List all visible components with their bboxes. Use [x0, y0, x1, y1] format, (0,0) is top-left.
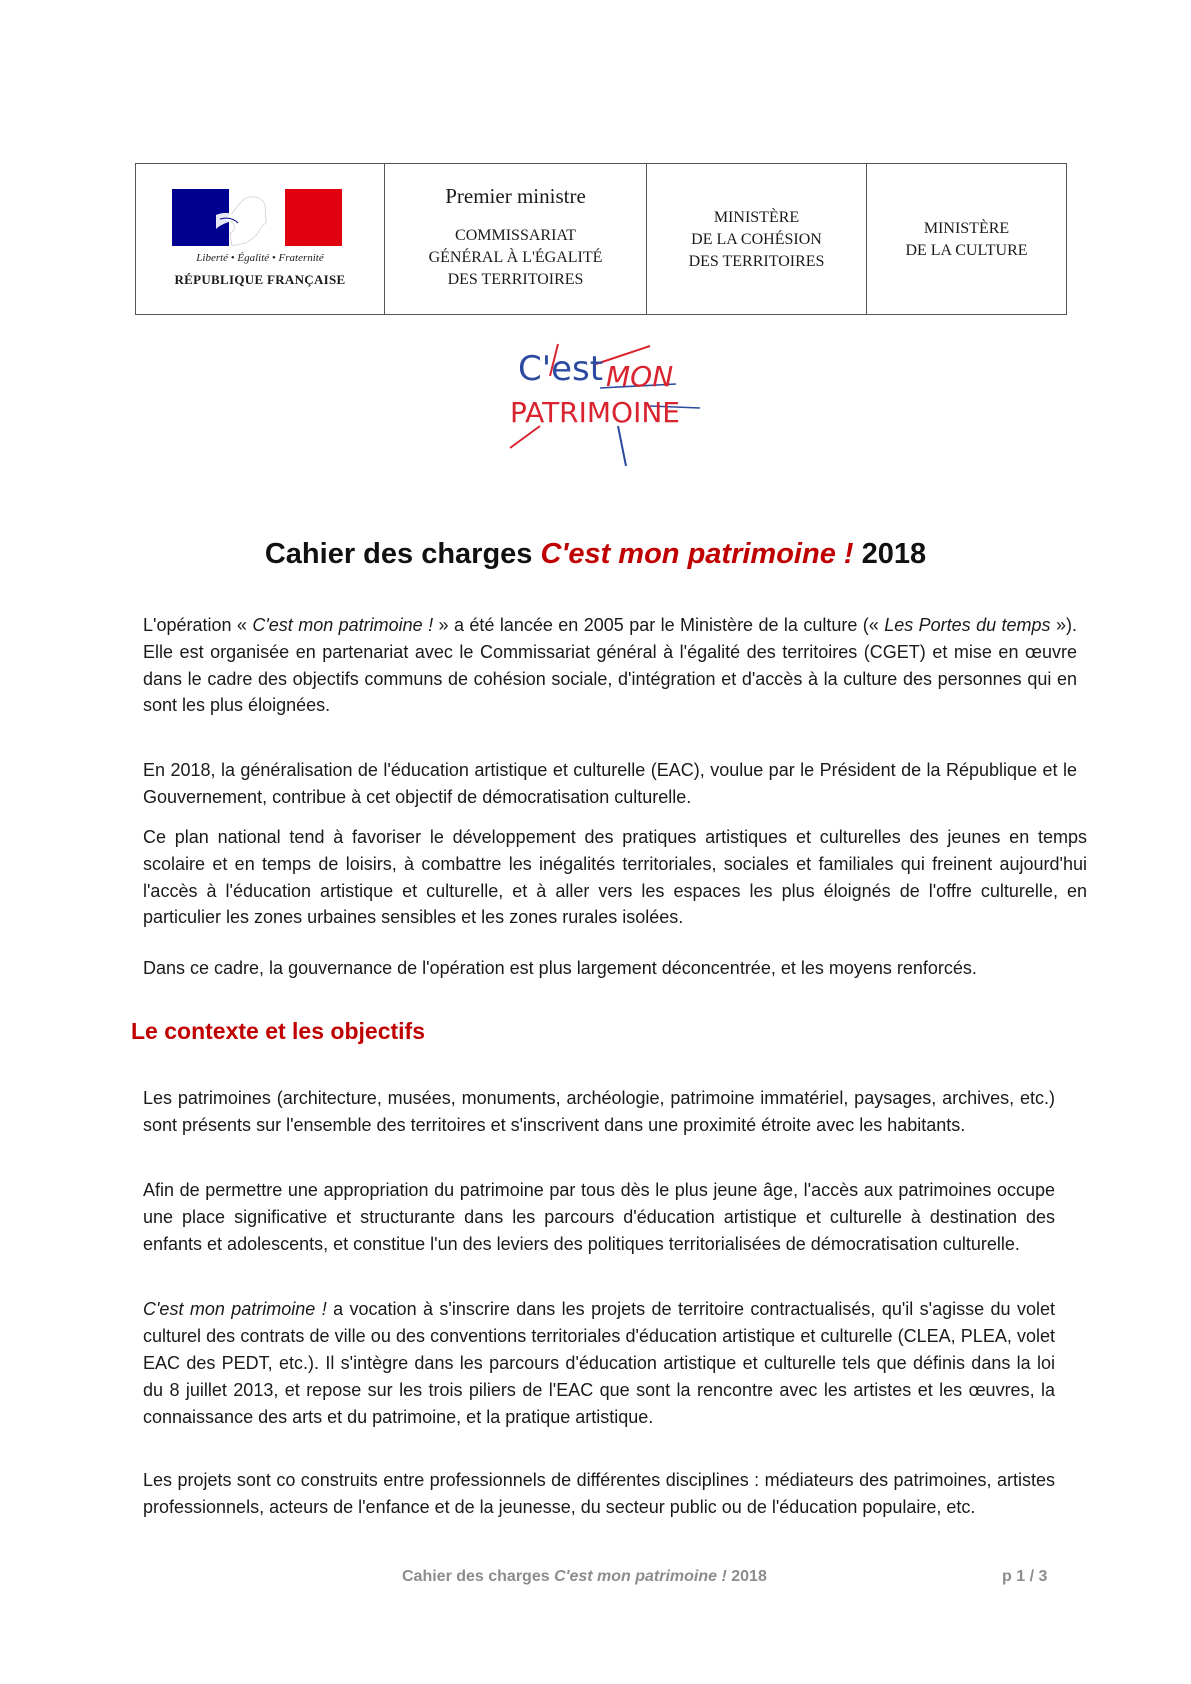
contexte-paragraph-1: Les patrimoines (architecture, musées, monuments, archéologie, patrimoine immatériel, paysages, archives, etc.) sont présents sur l'ensemble des territoires et s'inscrivent dans une proximité étroite avec les habitants. [143, 1088, 1055, 1135]
page-title: Cahier des charges C'est mon patrimoine ! 2018 [264, 538, 927, 570]
intro-paragraph-1: L'opération « C'est mon patrimoine ! » a été lancée en 2005 par le Ministère de la culture (« Les Portes du temps »). Elle est organisée en partenariat avec le Commissariat général à l'égalité des territoires (CGET) et mise en œuvre dans le cadre des objectifs communs de cohésion sociale, d'intégration et d'accès à la culture des personnes qui en sont les plus éloignées. [143, 615, 1077, 716]
section-heading-contexte: Le contexte et les objectifs [131, 1018, 425, 1044]
page-number: p 1 / 3 [1002, 1568, 1048, 1585]
header-logos-table [135, 163, 1067, 315]
republique-francaise-label: RÉPUBLIQUE FRANÇAISE [174, 272, 346, 287]
intro-paragraph-4: Dans ce cadre, la gouvernance de l'opération est plus largement déconcentrée, et les moyens renforcés. [143, 958, 977, 978]
contexte-paragraph-4: Les projets sont co construits entre professionnels de différentes disciplines : médiateurs des patrimoines, artistes professionnels, acteurs de l'enfance et de la jeunesse, du secteur public ou de l'éducation populaire, etc. [143, 1470, 1055, 1517]
logo-cest: C'est [518, 349, 604, 389]
logo-mon: MON [606, 360, 674, 393]
contexte-paragraph-2: Afin de permettre une appropriation du patrimoine par tous dès le plus jeune âge, l'accès aux patrimoines occupe une place significative et structurante dans les parcours d'éducation artistique et culturelle à destination des enfants et adolescents, et constitue l'un des leviers des politiques territorialisées de démocratisation culturelle. [143, 1180, 1055, 1254]
premier-ministre-block [385, 164, 647, 314]
cget-label: COMMISSARIAT GÉNÉRAL À L'ÉGALITÉ DES TERRITOIRES [428, 227, 603, 288]
republic-motto: Liberté • Égalité • Fraternité [196, 252, 324, 264]
ministere-cohesion-block [647, 164, 867, 314]
intro-paragraph-3: Ce plan national tend à favoriser le développement des pratiques artistiques et culturelles des jeunes en temps scolaire et en temps de loisirs, à combattre les inégalités territoriales, sociales et familiales qui freinent aujourd'hui l'accès à l'éducation artistique et culturelle, et à aller vers les espaces les plus éloignés de l'offre culturelle, en particulier les zones urbaines sensibles et les zones rurales isolées. [143, 827, 1087, 928]
marianne-flag-logo [172, 189, 342, 246]
logo-patrimoine: PATRIMOINE [510, 396, 680, 429]
premier-ministre-title: Premier ministre [445, 184, 586, 208]
intro-paragraph-2: En 2018, la généralisation de l'éducation artistique et culturelle (EAC), voulue par le Président de la République et le Gouvernement, contribue à cet objectif de démocratisation culturelle. [143, 760, 1077, 807]
contexte-paragraph-3: C'est mon patrimoine ! a vocation à s'inscrire dans les projets de territoire contractualisés, qu'il s'agisse du volet culturel des contrats de ville ou des conventions territoriales d'éducation artistique et culturelle (CLEA, PLEA, volet EAC des PEDT, etc.). Il s'intègre dans les parcours d'éducation artistique et culturelle tels que définis dans la loi du 8 juillet 2013, et repose sur les trois piliers de l'EAC que sont la rencontre avec les artistes et les œuvres, la connaissance des arts et du patrimoine, et la pratique artistique. [143, 1299, 1055, 1427]
ministere-cohesion-label: MINISTÈRE DE LA COHÉSION DES TERRITOIRES [688, 209, 825, 270]
cest-mon-patrimoine-logo [500, 336, 720, 476]
ministere-culture-label: MINISTÈRE DE LA CULTURE [905, 220, 1028, 259]
footer-title: Cahier des charges C'est mon patrimoine ! 2018 [402, 1568, 767, 1585]
ministere-culture-block [867, 164, 1066, 314]
republique-francaise-block [136, 164, 385, 314]
